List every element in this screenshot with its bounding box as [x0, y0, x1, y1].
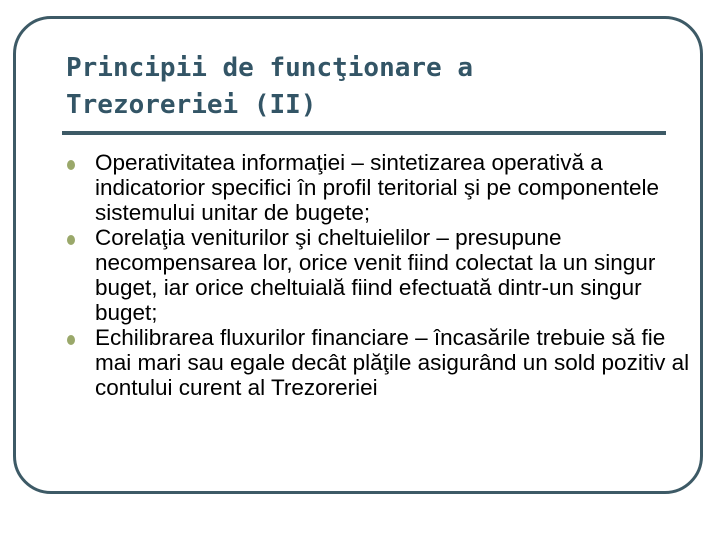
title-line-1: Principii de funcţionare a — [66, 53, 473, 83]
bullet-item-corelatia — [58, 225, 694, 325]
bullet-text: Operativitatea informaţiei – sintetizarea operativă a indicatorior specifici în profil teritorial şi pe componentele sistemului unitar de bugete; — [95, 150, 660, 225]
title-underline — [62, 131, 666, 135]
slide-title — [66, 50, 666, 124]
bullet-text: Corelaţia veniturilor şi cheltuielilor – presupune necompensarea lor, orice venit fiind colectat la un singur buget, iar orice cheltuială fiind efectuată dintr-un singur buget; — [95, 225, 656, 325]
bullet-dot-icon — [67, 160, 75, 170]
bullet-dot-icon — [67, 235, 75, 245]
bullet-text: Echilibrarea fluxurilor financiare – încasările trebuie să fie mai mari sau egale decât plăţile asigurând un sold pozitiv al contului curent al Trezoreriei — [95, 325, 690, 400]
title-line-2: Trezoreriei (II) — [66, 90, 317, 120]
bullet-item-echilibrarea — [58, 325, 694, 400]
bullet-list — [58, 150, 694, 400]
bullet-item-operativitatea — [58, 150, 694, 225]
bullet-dot-icon — [67, 335, 75, 345]
